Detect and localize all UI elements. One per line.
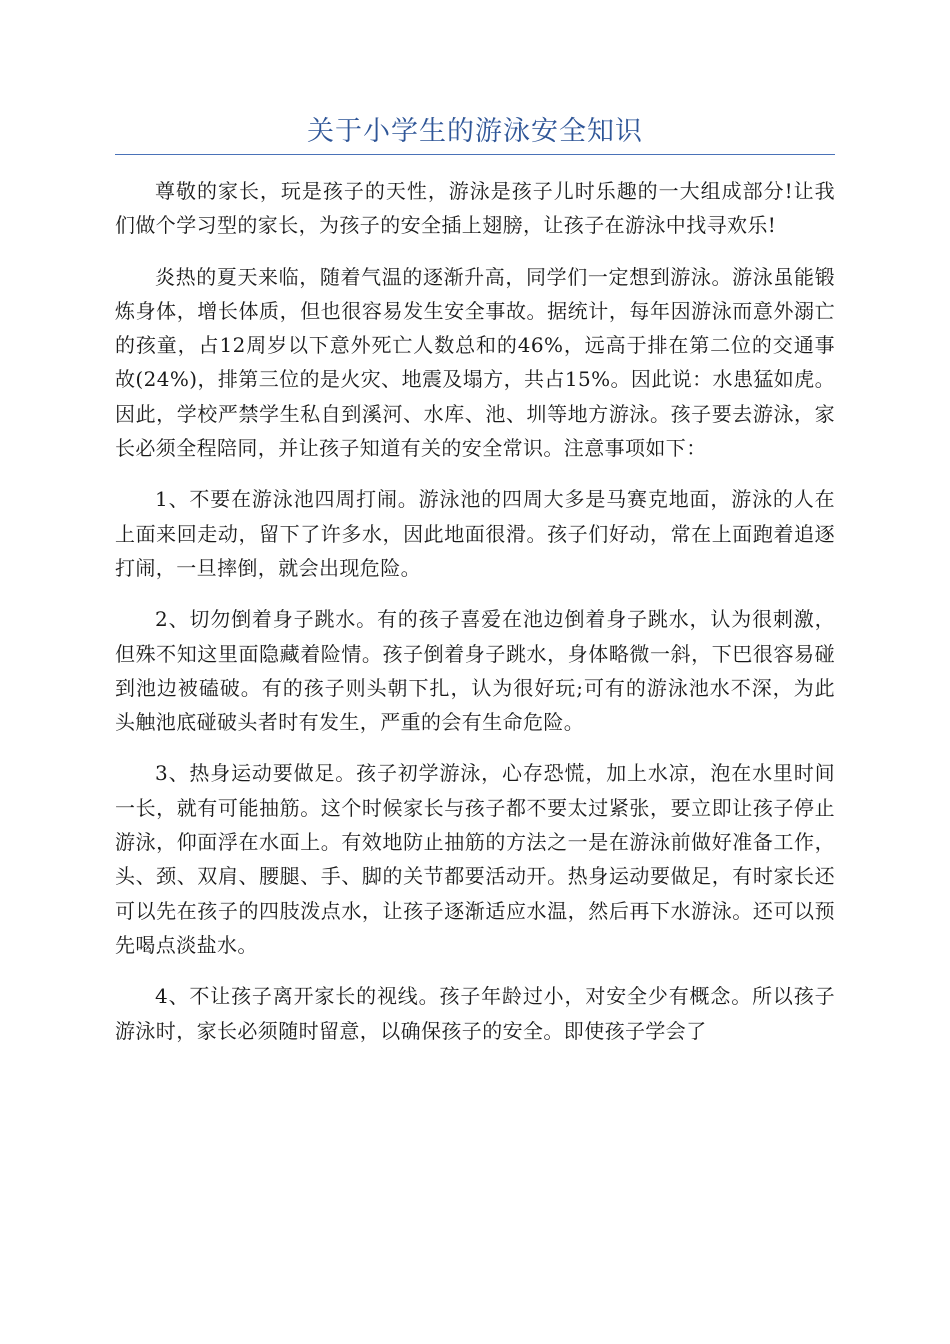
paragraph-background: 炎热的夏天来临，随着气温的逐渐升高，同学们一定想到游泳。游泳虽能锻炼身体，增长体质，但也很容易发生安全事故。据统计，每年因游泳而意外溺亡的孩童，占12周岁以下意外死亡人数总和的46%，远高于排在第二位的交通事故(24%)，排第三位的是火灾、地震及塌方，共占15%。因此说：水患猛如虎。因此，学校严禁学生私自到溪河、水库、池、圳等地方游泳。孩子要去游泳，家长必须全程陪同，并让孩子知道有关的安全常识。注意事项如下： (115, 264, 835, 461)
document-title: 关于小学生的游泳安全知识 (307, 116, 643, 147)
paragraph-item-3: 3、热身运动要做足。孩子初学游泳，心存恐慌，加上水凉，泡在水里时间一长，就有可能抽筋。这个时候家长与孩子都不要太过紧张，要立即让孩子停止游泳，仰面浮在水面上。有效地防止抽筋的方法之一是在游泳前做好准备工作，头、颈、双肩、腰腿、手、脚的关节都要活动开。热身运动要做足，有时家长还可以先在孩子的四肢泼点水，让孩子逐渐适应水温，然后再下水游泳。还可以预先喝点淡盐水。 (115, 761, 835, 957)
paragraph-item-4: 4、不让孩子离开家长的视线。孩子年龄过小，对安全少有概念。所以孩子游泳时，家长必须随时留意，以确保孩子的安全。即使孩子学会了 (115, 984, 835, 1043)
paragraph-intro: 尊敬的家长，玩是孩子的天性，游泳是孩子儿时乐趣的一大组成部分!让我们做个学习型的家长，为孩子的安全插上翅膀，让孩子在游泳中找寻欢乐! (115, 179, 835, 238)
title-underline (115, 154, 835, 155)
paragraph-item-2: 2、切勿倒着身子跳水。有的孩子喜爱在池边倒着身子跳水，认为很刺激，但殊不知这里面隐藏着险情。孩子倒着身子跳水，身体略微一斜，下巴很容易碰到池边被磕破。有的孩子则头朝下扎，认为很好玩;可有的游泳池水不深，为此头触池底碰破头者时有发生，严重的会有生命危险。 (115, 607, 835, 735)
paragraph-item-1: 1、不要在游泳池四周打闹。游泳池的四周大多是马赛克地面，游泳的人在上面来回走动，留下了许多水，因此地面很滑。孩子们好动，常在上面跑着追逐打闹，一旦摔倒，就会出现危险。 (115, 487, 835, 580)
document-body (115, 174, 835, 1065)
